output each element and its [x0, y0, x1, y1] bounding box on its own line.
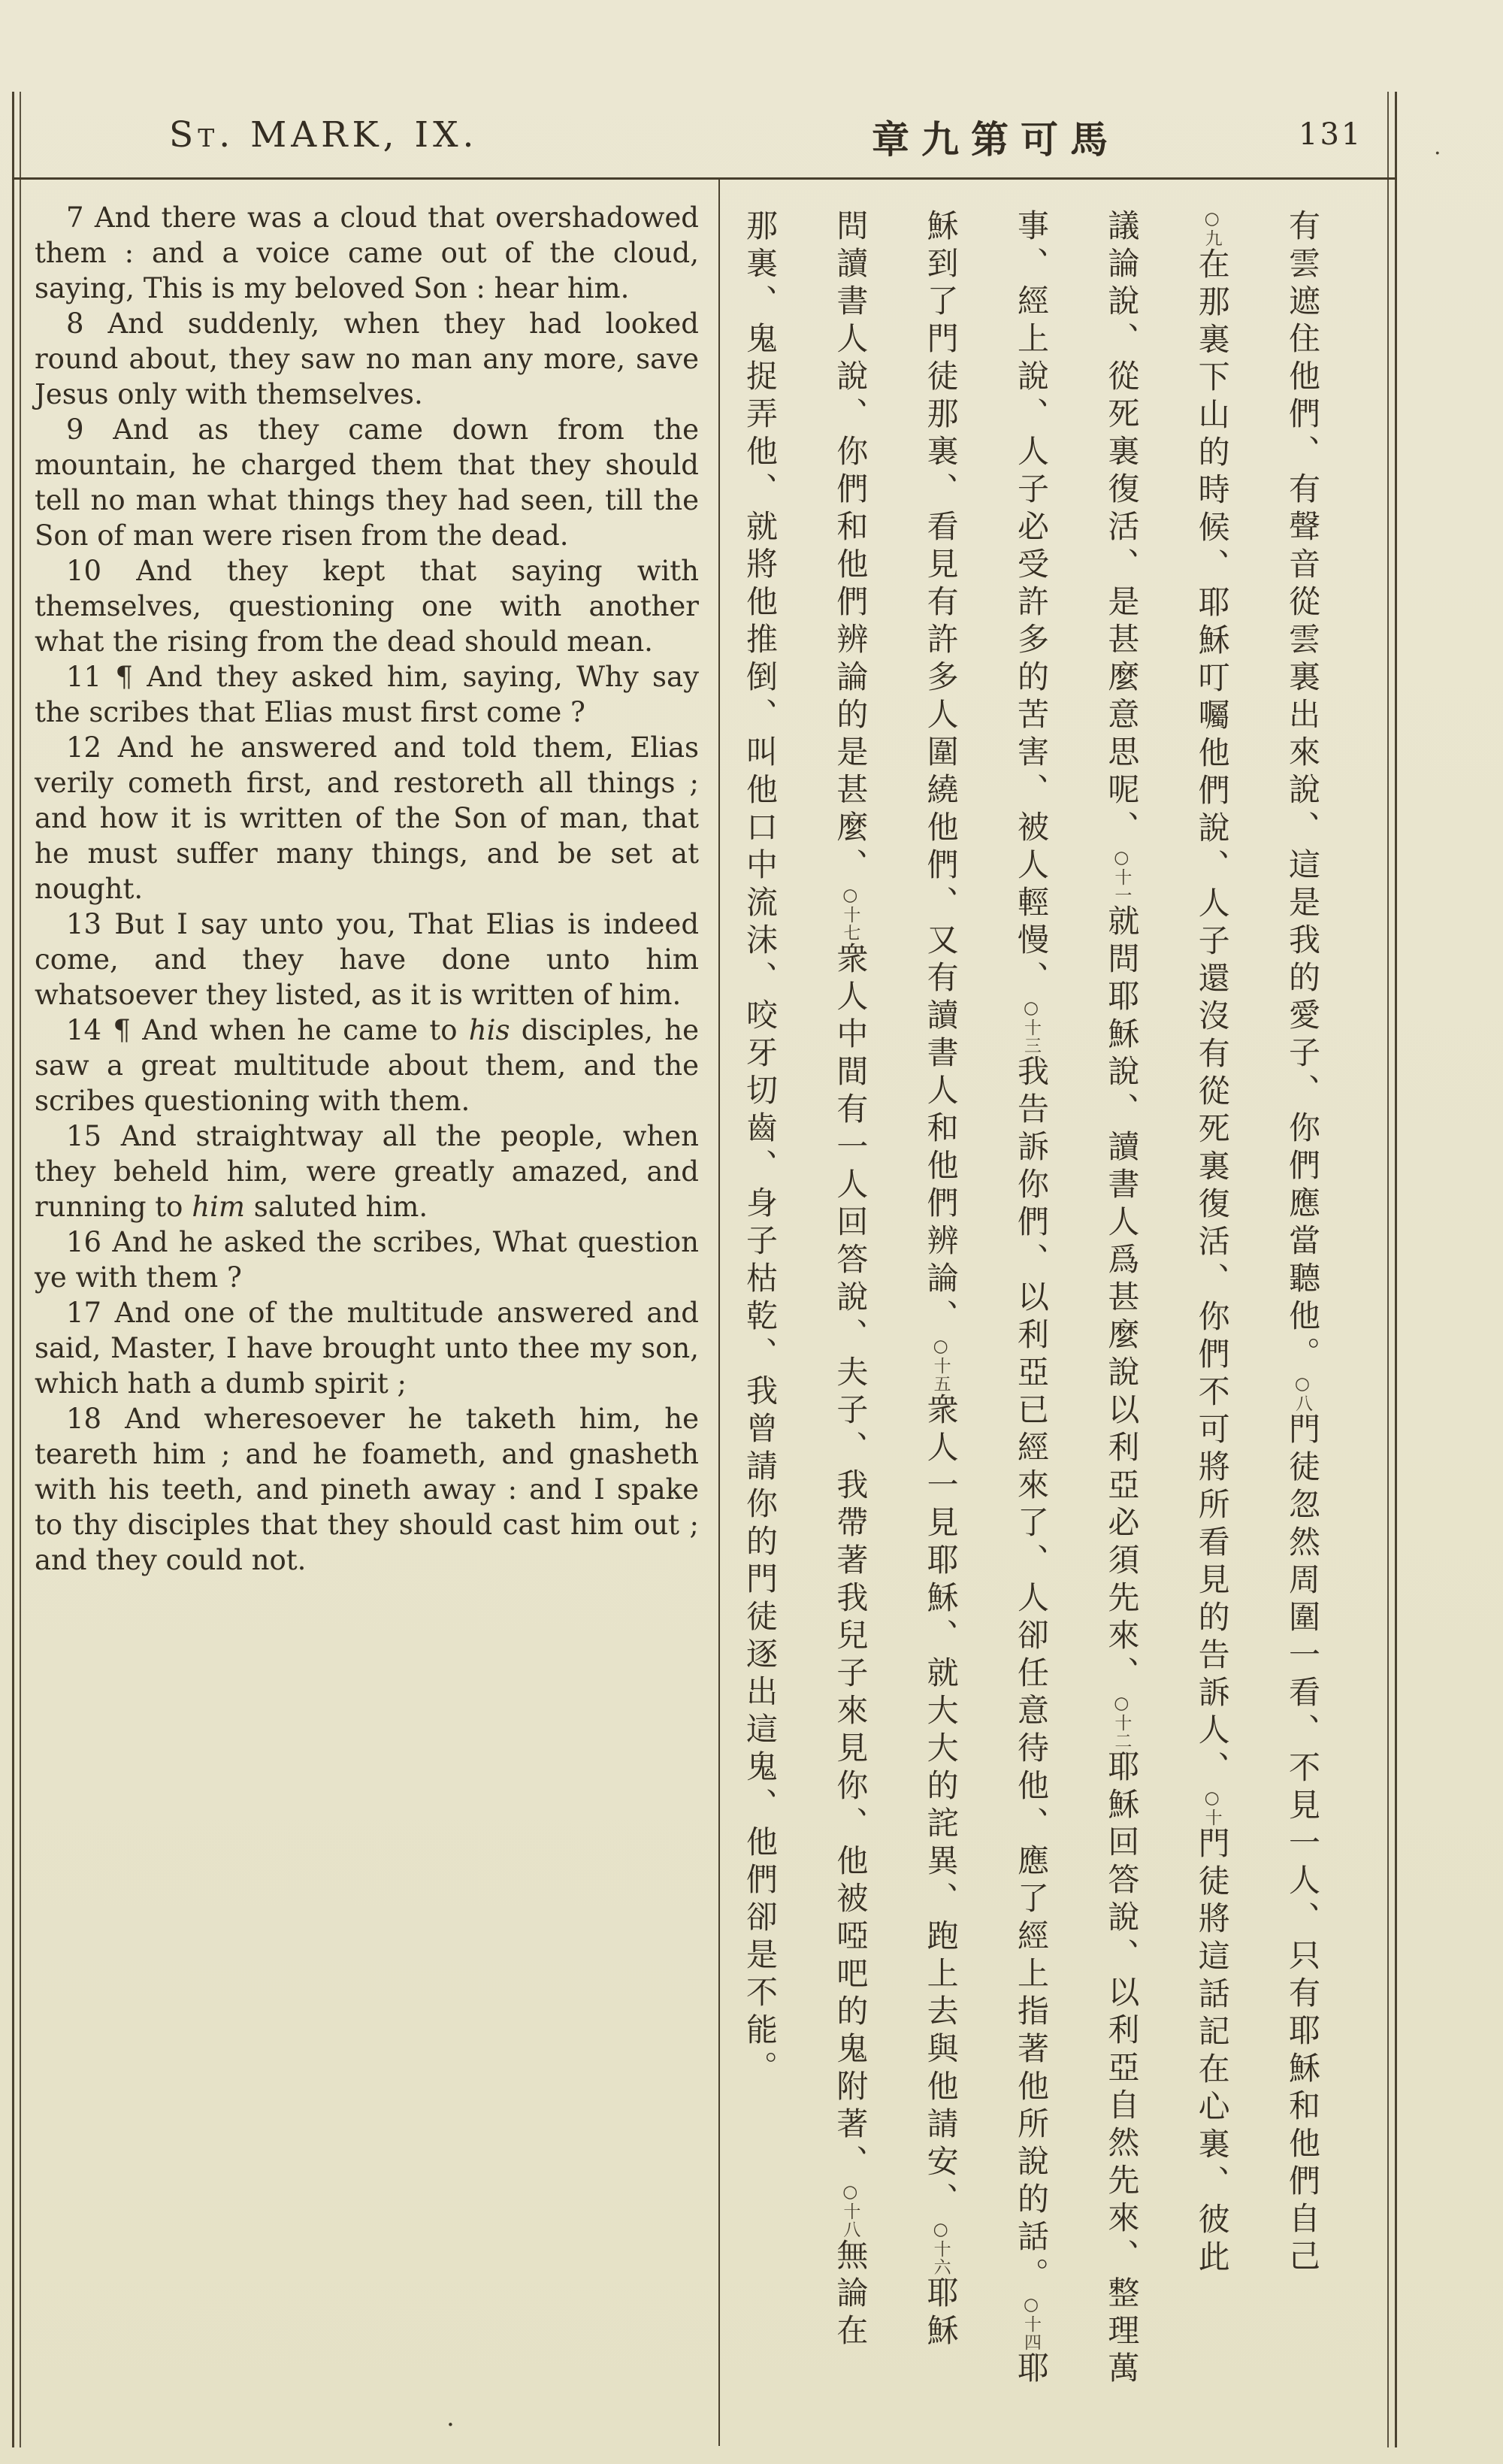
- verse: 18 And wheresoever he taketh him, he teareth him ; and he foameth, and gnasheth with his teeth, and pineth away : and I spake to thy disciples that they should cast him out ; and they could not.: [35, 1403, 699, 1576]
- page-number: 131: [1299, 117, 1363, 152]
- left-inner-rule: [20, 92, 21, 2447]
- right-outer-rule: [1395, 92, 1397, 2447]
- verse-number-marker: ○十二: [1111, 1694, 1132, 1750]
- chinese-column-7: 那裏、鬼捉弄他、就將他推倒、叫他口中流沫、咬牙切齒、身子枯乾、我曾請你的門徒逐出這鬼、他們卻是不能。: [742, 209, 779, 2088]
- page-title-chinese: 章九第可馬: [872, 117, 1120, 162]
- header-rule: [12, 177, 1397, 180]
- verse: 9 And as they came down from the mountain, he charged them that they should tell no man what things they had seen, till the Son of man were risen from the dead.: [35, 413, 699, 552]
- chinese-column-4: 事、經上說、人子必受許多的苦害、被人輕慢、○十三我告訴你們、以利亞已經來了、人卻任意待他、應了經上指著他所說的話。○十四耶: [1012, 209, 1050, 2389]
- chinese-column-2: ○九在那裏下山的時候、耶穌叮囑他們說、人子還沒有從死裏復活、你們不可將所看見的告訴人、○十門徒將這話記在心裏、彼此: [1193, 209, 1231, 2278]
- verse-number-marker: ○十一: [1111, 848, 1132, 904]
- corner-stray-mark: .: [1434, 134, 1441, 160]
- verse: 15 And straightway all the people, when they beheld him, were greatly amazed, and running to him saluted him.: [35, 1120, 699, 1223]
- chinese-column-3: 議論說、從死裏復活、是甚麼意思呢、○十一就問耶穌說、讀書人爲甚麼說以利亞必須先來、○十二耶穌回答說、以利亞自然先來、整理萬: [1103, 209, 1141, 2389]
- verse-number-marker: ○十六: [930, 2220, 951, 2276]
- left-outer-rule: [12, 92, 14, 2447]
- chinese-column-1: 有雲遮住他們、有聲音從雲裏出來說、這是我的愛子、你們應當聽他。○八門徒忽然周圍一看、不見一人、只有耶穌和他們自己: [1284, 209, 1321, 2277]
- verse: 16 And he asked the scribes, What question ye with them ?: [35, 1226, 699, 1294]
- bottom-stray-mark: .: [446, 2402, 455, 2432]
- verse-number-marker: ○十: [1202, 1788, 1222, 1827]
- page-title-english: St. MARK, IX.: [169, 114, 479, 156]
- verse: 10 And they kept that saying with themselves, questioning one with another what the rising from the dead should mean.: [35, 555, 699, 658]
- chinese-column-6: 問讀書人說、你們和他們辨論的是甚麼、○十七衆人中間有一人回答說、夫子、我帶著我兒子來見你、他被啞吧的鬼附著、○十八無論在: [832, 209, 869, 2351]
- verse-number-marker: ○十七: [840, 885, 860, 942]
- verse-number-marker: ○九: [1202, 209, 1222, 247]
- verse: 7 And there was a cloud that overshadowed them : and a voice came out of the cloud, saying, This is my beloved Son : hear him.: [35, 201, 699, 304]
- verse-number-marker: ○八: [1292, 1374, 1312, 1412]
- verse: 12 And he answered and told them, Elias verily cometh first, and restoreth all things ; and how it is written of the Son of man, that he must suffer many things, and be set at nought.: [35, 731, 699, 905]
- verse: 17 And one of the multitude answered and said, Master, I have brought unto thee my son, which hath a dumb spirit ;: [35, 1297, 699, 1400]
- verse: 14 ¶ And when he came to his disciples, he saw a great multitude about them, and the scribes questioning with them.: [35, 1014, 699, 1117]
- verse: 13 But I say unto you, That Elias is indeed come, and they have done unto him whatsoever they listed, as it is written of him.: [35, 908, 699, 1011]
- verse-number-marker: ○十四: [1021, 2295, 1041, 2351]
- right-inner-rule: [1387, 92, 1389, 2447]
- verse-number-marker: ○十八: [840, 2182, 860, 2238]
- chinese-text-section: [740, 209, 1320, 2438]
- column-divider-rule: [718, 180, 720, 2446]
- english-text-column: [35, 200, 699, 1578]
- verse-number-marker: ○十三: [1021, 998, 1041, 1055]
- verse: 8 And suddenly, when they had looked round about, they saw no man any more, save Jesus only with themselves.: [35, 307, 699, 410]
- verse-number-marker: ○十五: [930, 1336, 951, 1393]
- chinese-column-5: 穌到了門徒那裏、看見有許多人圍繞他們、又有讀書人和他們辨論、○十五衆人一見耶穌、就大大的詫異、跑上去與他請安、○十六耶穌: [922, 209, 960, 2351]
- verse: 11 ¶ And they asked him, saying, Why say the scribes that Elias must first come ?: [35, 661, 699, 728]
